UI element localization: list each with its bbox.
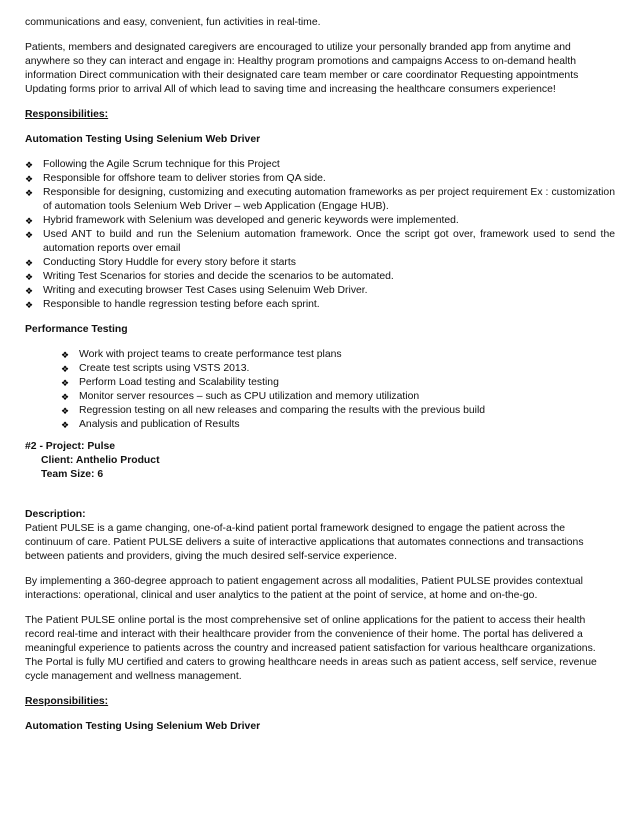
description-paragraph-3: The Patient PULSE online portal is the most comprehensive set of online applications for the patient to access their health record real-time and interact with their healthcare provider from the convenience of their home. The portal has delivered a meaningful experience to patients across the country and increased patient satisfaction for various healthcare organizations. The Portal is fully MU certified and caters to growing healthcare needs in areas such as patient access, self service, revenue cycle management and wellness management.: [25, 615, 597, 682]
list-item: ❖ Perform Load testing and Scalability testing: [61, 377, 279, 388]
list-item: ❖ Work with project teams to create performance test plans: [61, 349, 342, 360]
diamond-bullet-icon: ❖: [61, 378, 70, 388]
list-item: ❖ Responsible to handle regression testing before each sprint.: [25, 299, 320, 310]
list-item: ❖ Responsible for designing, customizing and executing automation frameworks as per project requirement Ex : customization of automation tools Selenium Web Driver – web Application (Engage HUB).: [25, 187, 615, 212]
description-heading: Description:: [25, 509, 86, 520]
automation-testing-heading: Automation Testing Using Selenium Web Driver: [25, 134, 261, 145]
diamond-bullet-icon: ❖: [25, 230, 34, 240]
diamond-bullet-icon: ❖: [25, 174, 34, 184]
automation-responsibilities-list: [25, 158, 615, 312]
diamond-bullet-icon: ❖: [25, 188, 34, 198]
list-item: ❖ Analysis and publication of Results: [61, 419, 240, 430]
project-client: Client: Anthelio Product: [41, 455, 160, 466]
performance-testing-heading: Performance Testing: [25, 324, 128, 335]
list-item: ❖ Writing and executing browser Test Cases using Selenuim Web Driver.: [25, 285, 368, 296]
automation-testing-heading: Automation Testing Using Selenium Web Driver: [25, 721, 261, 732]
diamond-bullet-icon: ❖: [25, 216, 34, 226]
project-title: #2 - Project: Pulse: [25, 441, 116, 452]
responsibilities-heading: Responsibilities:: [25, 109, 109, 120]
description-paragraph-1: Patient PULSE is a game changing, one-of-a-kind patient portal framework designed to engage the patient across the continuum of care. Patient PULSE delivers a suite of interactive applications that automates connections and transactions between patients and providers, giving the much desired self-service experience.: [25, 523, 584, 562]
description-paragraph-2: By implementing a 360-degree approach to patient engagement across all modalities, Patient PULSE provides contextual interactions: operational, clinical and user analytics to the patient at the point of service, at home and on-the-go.: [25, 576, 583, 601]
project-team-size: Team Size: 6: [41, 469, 104, 480]
list-item: ❖ Responsible for offshore team to deliver stories from QA side.: [25, 173, 326, 184]
diamond-bullet-icon: ❖: [25, 160, 34, 170]
list-item: ❖ Following the Agile Scrum technique for this Project: [25, 159, 280, 170]
diamond-bullet-icon: ❖: [61, 420, 70, 430]
list-item: ❖ Hybrid framework with Selenium was developed and generic keywords were implemented.: [25, 215, 459, 226]
list-item: ❖ Regression testing on all new releases and comparing the results with the previous build: [61, 405, 486, 416]
diamond-bullet-icon: ❖: [25, 286, 34, 296]
diamond-bullet-icon: ❖: [61, 392, 70, 402]
list-item: ❖ Monitor server resources – such as CPU utilization and memory utilization: [61, 391, 420, 402]
performance-testing-list: [25, 348, 615, 432]
list-item: ❖ Create test scripts using VSTS 2013.: [61, 363, 250, 374]
list-item: ❖ Used ANT to build and run the Selenium automation framework. Once the script got over, framework used to send the automation reports over email: [25, 229, 615, 254]
diamond-bullet-icon: ❖: [25, 300, 34, 310]
diamond-bullet-icon: ❖: [61, 364, 70, 374]
responsibilities-heading: Responsibilities:: [25, 696, 109, 707]
list-item: ❖ Writing Test Scenarios for stories and decide the scenarios to be automated.: [25, 271, 394, 282]
list-item: ❖ Conducting Story Huddle for every story before it starts: [25, 257, 296, 268]
diamond-bullet-icon: ❖: [61, 350, 70, 360]
diamond-bullet-icon: ❖: [25, 258, 34, 268]
diamond-bullet-icon: ❖: [25, 272, 34, 282]
diamond-bullet-icon: ❖: [61, 406, 70, 416]
document-page: [25, 16, 615, 734]
intro-tail-paragraph: communications and easy, convenient, fun activities in real-time.: [25, 17, 321, 28]
patients-paragraph: Patients, members and designated caregivers are encouraged to utilize your personally branded app from anytime and anywhere so they can interact and engage in: Healthy program promotions and campaigns Access to on-demand health information Direct communication with their designated care team member or care coordinator Requesting appointments Updating forms prior to arrival All of which lead to saving time and increasing the healthcare consumers experience!: [25, 42, 579, 95]
